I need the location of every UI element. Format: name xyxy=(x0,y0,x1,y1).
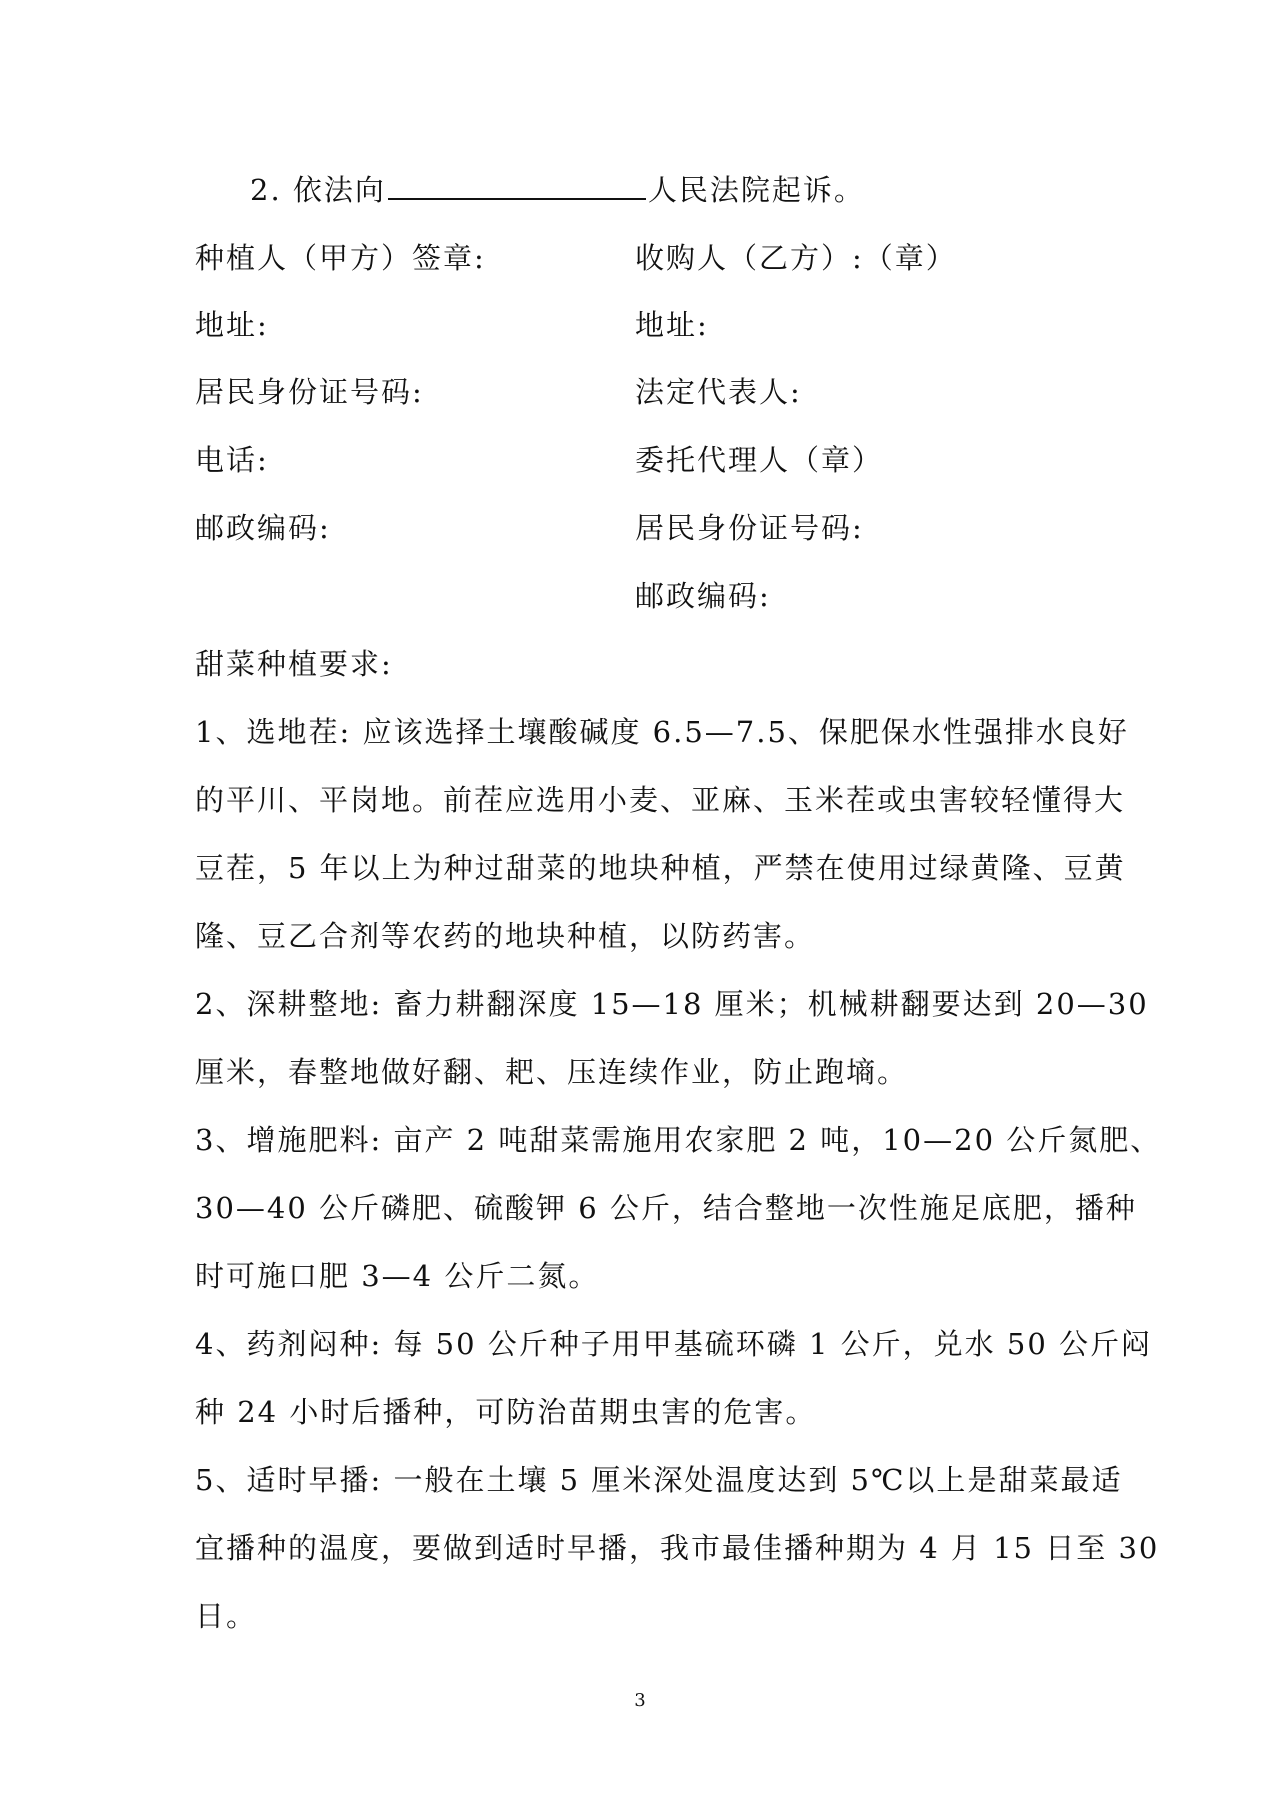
party-b-title: 收购人（乙方）:（章） xyxy=(635,241,957,275)
requirements-line: 厘米，春整地做好翻、耙、压连续作业，防止跑墒。 xyxy=(195,1055,909,1089)
requirements-line: 日。 xyxy=(195,1599,258,1633)
party-a-id-number: 居民身份证号码: xyxy=(195,375,424,409)
court-clause-suffix: 人民法院起诉。 xyxy=(647,173,865,207)
requirements-line: 4、药剂闷种: 每 50 公斤种子用甲基硫环磷 1 公斤，兑水 50 公斤闷 xyxy=(195,1327,1153,1361)
party-a-postcode: 邮政编码: xyxy=(195,511,331,545)
party-a-title: 种植人（甲方）签章: xyxy=(195,241,486,275)
party-b-agent: 委托代理人（章） xyxy=(635,443,884,477)
page-number: 3 xyxy=(634,1690,646,1711)
requirements-line: 时可施口肥 3—4 公斤二氮。 xyxy=(195,1259,600,1293)
requirements-line: 1、选地茬: 应该选择土壤酸碱度 6.5—7.5、保肥保水性强排水良好 xyxy=(195,715,1129,749)
requirements-line: 5、适时早播: 一般在土壤 5 厘米深处温度达到 5℃以上是甜菜最适 xyxy=(195,1463,1123,1497)
party-b-id-number: 居民身份证号码: xyxy=(635,511,864,545)
requirements-line: 2、深耕整地: 畜力耕翻深度 15—18 厘米；机械耕翻要达到 20—30 xyxy=(195,987,1149,1021)
requirements-line: 隆、豆乙合剂等农药的地块种植，以防药害。 xyxy=(195,919,816,953)
requirements-line: 3、增施肥料: 亩产 2 吨甜菜需施用农家肥 2 吨，10—20 公斤氮肥、 xyxy=(195,1123,1162,1157)
requirements-line: 种 24 小时后播种，可防治苗期虫害的危害。 xyxy=(195,1395,817,1429)
requirements-line: 的平川、平岗地。前茬应选用小麦、亚麻、玉米茬或虫害较轻懂得大 xyxy=(195,783,1126,817)
party-b-postcode: 邮政编码: xyxy=(635,579,771,613)
court-clause-prefix: 2. 依法向 xyxy=(250,173,386,207)
party-a-phone: 电话: xyxy=(195,443,269,477)
party-b-address: 地址: xyxy=(635,308,709,342)
requirements-line: 豆茬，5 年以上为种过甜菜的地块种植，严禁在使用过绿黄隆、豆黄 xyxy=(195,851,1126,885)
court-clause xyxy=(250,170,865,210)
party-a-address: 地址: xyxy=(195,308,269,342)
party-b-legal-rep: 法定代表人: xyxy=(635,375,802,409)
requirements-line: 宜播种的温度，要做到适时早播，我市最佳播种期为 4 月 15 日至 30 xyxy=(195,1531,1160,1565)
requirements-heading: 甜菜种植要求: xyxy=(195,647,393,681)
requirements-line: 30—40 公斤磷肥、硫酸钾 6 公斤，结合整地一次性施足底肥，播种 xyxy=(195,1191,1137,1225)
court-name-blank xyxy=(388,170,646,200)
